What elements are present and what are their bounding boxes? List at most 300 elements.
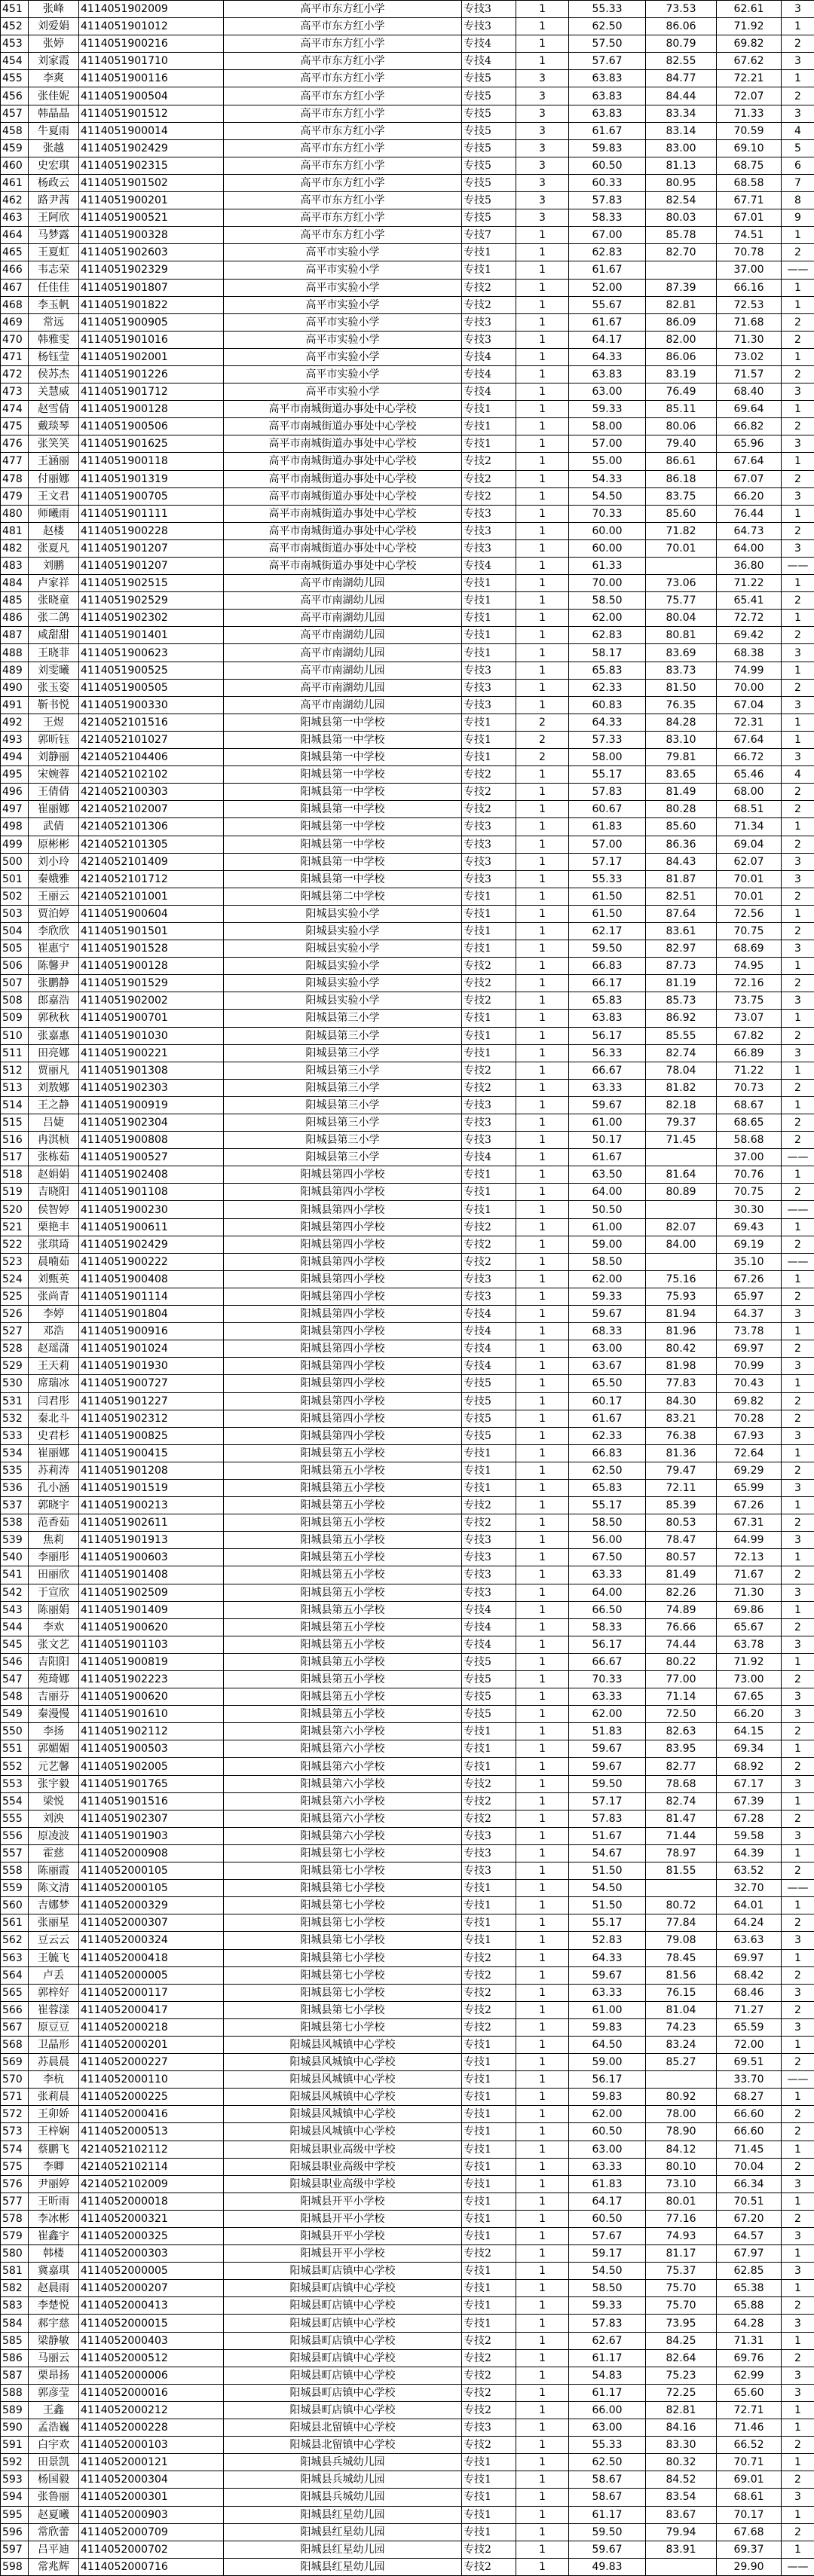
recruit-count: 1	[516, 1323, 569, 1340]
interview-score: 71.44	[646, 1827, 717, 1844]
candidate-name: 豆云云	[29, 1932, 79, 1949]
rank: 2	[782, 1184, 814, 1201]
exam-ticket-number: 4114051900504	[79, 87, 224, 105]
row-number: 465	[1, 244, 29, 261]
written-score: 61.67	[569, 122, 646, 139]
interview-score: 82.70	[646, 244, 717, 261]
rank: 2	[782, 836, 814, 853]
employer-unit: 阳城县第一中学校	[224, 731, 462, 748]
candidate-name: 李楚悦	[29, 2297, 79, 2315]
candidate-name: 张琪琦	[29, 1236, 79, 1253]
interview-score: 81.56	[646, 1966, 717, 1984]
recruit-count: 1	[516, 1932, 569, 1949]
row-number: 487	[1, 627, 29, 644]
total-score: 71.57	[717, 365, 782, 383]
written-score: 56.17	[569, 1027, 646, 1044]
exam-ticket-number: 4114051901804	[79, 1306, 224, 1323]
table-row	[1, 2523, 814, 2541]
total-score: 67.64	[717, 453, 782, 470]
table-row	[1, 70, 814, 87]
written-score: 55.33	[569, 2437, 646, 2454]
exam-ticket-number: 4114051901208	[79, 1462, 224, 1479]
exam-ticket-number: 4114051901226	[79, 365, 224, 383]
candidate-name: 赵夏曦	[29, 2506, 79, 2523]
total-score: 67.68	[717, 2523, 782, 2541]
exam-ticket-number: 4114051900330	[79, 696, 224, 714]
employer-unit: 阳城县第四小学校	[224, 1236, 462, 1253]
recruit-count: 1	[516, 1862, 569, 1880]
recruit-count: 1	[516, 2297, 569, 2315]
candidate-name: 田丽欣	[29, 1566, 79, 1584]
exam-ticket-number: 4114051900505	[79, 679, 224, 696]
candidate-name: 张莉晨	[29, 2089, 79, 2106]
post-code: 专技5	[462, 157, 516, 174]
row-number: 578	[1, 2210, 29, 2227]
exam-ticket-number: 4114051901625	[79, 435, 224, 453]
interview-score: 72.25	[646, 2384, 717, 2401]
exam-ticket-number: 4114052000303	[79, 2245, 224, 2263]
candidate-name: 任佳佳	[29, 279, 79, 296]
written-score: 59.00	[569, 2054, 646, 2071]
written-score: 60.83	[569, 696, 646, 714]
total-score: 69.04	[717, 836, 782, 853]
post-code: 专技2	[462, 958, 516, 975]
rank: 1	[782, 2506, 814, 2523]
written-score: 63.83	[569, 365, 646, 383]
exam-ticket-number: 4114052000307	[79, 1914, 224, 1932]
row-number: 488	[1, 644, 29, 662]
rank: 1	[782, 1549, 814, 1566]
candidate-name: 刘雯曦	[29, 662, 79, 679]
row-number: 581	[1, 2263, 29, 2280]
employer-unit: 高平市南湖幼儿园	[224, 696, 462, 714]
rank: 1	[782, 1062, 814, 1079]
recruit-count: 1	[516, 1149, 569, 1166]
recruit-count: 1	[516, 696, 569, 714]
recruit-count: 1	[516, 1201, 569, 1218]
rank: ——	[782, 558, 814, 575]
row-number: 505	[1, 940, 29, 958]
recruit-count: 1	[516, 261, 569, 279]
interview-score: 86.61	[646, 453, 717, 470]
written-score: 65.83	[569, 662, 646, 679]
total-score: 69.82	[717, 35, 782, 53]
post-code: 专技2	[462, 1079, 516, 1096]
row-number: 502	[1, 888, 29, 905]
written-score: 57.83	[569, 1810, 646, 1827]
row-number: 542	[1, 1584, 29, 1601]
employer-unit: 阳城县町店镇中心学校	[224, 2297, 462, 2315]
total-score: 30.30	[717, 1201, 782, 1218]
table-row	[1, 1497, 814, 1514]
table-row	[1, 2315, 814, 2332]
row-number: 565	[1, 1984, 29, 2001]
rank: 2	[782, 627, 814, 644]
rank: 2	[782, 1132, 814, 1149]
total-score: 62.85	[717, 2263, 782, 2280]
exam-ticket-number: 4114052000207	[79, 2280, 224, 2297]
interview-score	[646, 261, 717, 279]
employer-unit: 阳城县第三小学	[224, 1096, 462, 1114]
total-score: 67.01	[717, 209, 782, 227]
exam-ticket-number: 4114051902009	[79, 1, 224, 18]
total-score: 70.01	[717, 870, 782, 888]
post-code: 专技5	[462, 87, 516, 105]
rank: 3	[782, 1479, 814, 1496]
row-number: 532	[1, 1410, 29, 1427]
candidate-name: 王涵丽	[29, 453, 79, 470]
interview-score: 80.01	[646, 2193, 717, 2210]
employer-unit: 阳城县第五小学校	[224, 1479, 462, 1496]
row-number: 524	[1, 1270, 29, 1288]
recruit-count: 1	[516, 313, 569, 331]
post-code: 专技1	[462, 2280, 516, 2297]
table-row	[1, 1444, 814, 1462]
rank: 3	[782, 1584, 814, 1601]
rank: 3	[782, 383, 814, 401]
recruit-count: 1	[516, 453, 569, 470]
total-score: 66.20	[717, 1706, 782, 1723]
table-row	[1, 2245, 814, 2263]
total-score: 69.97	[717, 1340, 782, 1358]
exam-ticket-number: 4114051902408	[79, 1166, 224, 1184]
employer-unit: 高平市东方红小学	[224, 35, 462, 53]
written-score: 60.50	[569, 2123, 646, 2141]
recruit-count: 1	[516, 2123, 569, 2141]
employer-unit: 高平市东方红小学	[224, 87, 462, 105]
candidate-name: 梁静敏	[29, 2332, 79, 2349]
table-row	[1, 1862, 814, 1880]
table-row	[1, 1114, 814, 1132]
rank: 1	[782, 610, 814, 627]
employer-unit: 阳城县第四小学校	[224, 1375, 462, 1392]
row-number: 553	[1, 1775, 29, 1792]
exam-ticket-number: 4114051902303	[79, 1079, 224, 1096]
recruit-count: 3	[516, 209, 569, 227]
exam-ticket-number: 4114051900603	[79, 1549, 224, 1566]
employer-unit: 阳城县第七小学校	[224, 1966, 462, 1984]
candidate-name: 赵晨雨	[29, 2280, 79, 2297]
candidate-name: 王之静	[29, 1096, 79, 1114]
employer-unit: 阳城县第七小学校	[224, 1844, 462, 1862]
written-score: 59.67	[569, 1758, 646, 1775]
candidate-name: 王丽云	[29, 888, 79, 905]
table-row	[1, 1410, 814, 1427]
rank: 1	[782, 1444, 814, 1462]
total-score: 65.97	[717, 1288, 782, 1305]
employer-unit: 阳城县兵城幼儿园	[224, 2489, 462, 2506]
row-number: 520	[1, 1201, 29, 1218]
employer-unit: 阳城县第五小学校	[224, 1706, 462, 1723]
post-code: 专技2	[462, 1775, 516, 1792]
interview-score: 76.38	[646, 1427, 717, 1444]
table-row	[1, 365, 814, 383]
recruit-count: 1	[516, 2401, 569, 2419]
candidate-name: 李欢	[29, 1618, 79, 1636]
rank: 2	[782, 1862, 814, 1880]
post-code: 专技2	[462, 1497, 516, 1514]
post-code: 专技1	[462, 1444, 516, 1462]
employer-unit: 阳城县第四小学校	[224, 1392, 462, 1410]
post-code: 专技5	[462, 70, 516, 87]
post-code: 专技4	[462, 1306, 516, 1323]
employer-unit: 高平市南城街道办事处中心学校	[224, 418, 462, 435]
written-score: 67.00	[569, 227, 646, 244]
total-score: 66.60	[717, 2106, 782, 2123]
interview-score: 85.60	[646, 818, 717, 836]
post-code: 专技2	[462, 2384, 516, 2401]
table-row	[1, 2001, 814, 2018]
rank: 1	[782, 2419, 814, 2437]
exam-ticket-number: 4214052102102	[79, 766, 224, 784]
recruit-count: 1	[516, 1253, 569, 1270]
rank: 1	[782, 905, 814, 922]
exam-ticket-number: 4114051900604	[79, 905, 224, 922]
recruit-count: 1	[516, 2332, 569, 2349]
candidate-name: 王鑫	[29, 2401, 79, 2419]
table-row	[1, 2401, 814, 2419]
exam-ticket-number: 4114051901108	[79, 1184, 224, 1201]
row-number: 473	[1, 383, 29, 401]
employer-unit: 阳城县兵城幼儿园	[224, 2454, 462, 2471]
interview-score: 70.01	[646, 539, 717, 557]
interview-score: 82.74	[646, 1792, 717, 1810]
candidate-name: 梁悦	[29, 1792, 79, 1810]
written-score: 60.17	[569, 1392, 646, 1410]
exam-ticket-number: 4114052000105	[79, 1862, 224, 1880]
employer-unit: 高平市实验小学	[224, 331, 462, 348]
post-code: 专技1	[462, 2228, 516, 2245]
interview-score: 75.16	[646, 1270, 717, 1288]
total-score: 76.44	[717, 505, 782, 522]
interview-score	[646, 1880, 717, 1897]
recruit-count: 1	[516, 1706, 569, 1723]
written-score: 62.50	[569, 2454, 646, 2471]
written-score: 54.50	[569, 2263, 646, 2280]
written-score: 66.67	[569, 1653, 646, 1670]
employer-unit: 阳城县第六小学校	[224, 1810, 462, 1827]
exam-ticket-number: 4114051900221	[79, 1044, 224, 1062]
employer-unit: 高平市南城街道办事处中心学校	[224, 539, 462, 557]
recruit-count: 1	[516, 365, 569, 383]
candidate-name: 郎嘉浩	[29, 992, 79, 1010]
post-code: 专技3	[462, 662, 516, 679]
row-number: 547	[1, 1671, 29, 1688]
row-number: 457	[1, 105, 29, 122]
written-score: 59.00	[569, 1236, 646, 1253]
rank: 2	[782, 1410, 814, 1427]
post-code: 专技3	[462, 1132, 516, 1149]
recruit-count: 1	[516, 1096, 569, 1114]
written-score: 65.83	[569, 992, 646, 1010]
table-row	[1, 749, 814, 766]
row-number: 545	[1, 1636, 29, 1653]
total-score: 66.20	[717, 487, 782, 505]
candidate-name: 张尚青	[29, 1288, 79, 1305]
recruit-count: 1	[516, 905, 569, 922]
recruit-count: 1	[516, 2141, 569, 2158]
employer-unit: 阳城县第三小学	[224, 1062, 462, 1079]
row-number: 467	[1, 279, 29, 296]
row-number: 499	[1, 836, 29, 853]
employer-unit: 阳城县第三小学	[224, 1149, 462, 1166]
employer-unit: 阳城县第一中学校	[224, 784, 462, 801]
row-number: 531	[1, 1392, 29, 1410]
recruit-count: 3	[516, 157, 569, 174]
table-row	[1, 1288, 814, 1305]
rank: 2	[782, 313, 814, 331]
interview-score: 84.28	[646, 714, 717, 731]
interview-score: 78.45	[646, 1949, 717, 1966]
row-number: 592	[1, 2454, 29, 2471]
exam-ticket-number: 4114052000512	[79, 2349, 224, 2367]
row-number: 550	[1, 1723, 29, 1740]
exam-ticket-number: 4114051900705	[79, 487, 224, 505]
table-row	[1, 1984, 814, 2001]
employer-unit: 高平市南湖幼儿园	[224, 644, 462, 662]
recruit-count: 1	[516, 2158, 569, 2175]
table-row	[1, 1914, 814, 1932]
table-row	[1, 766, 814, 784]
post-code: 专技4	[462, 1323, 516, 1340]
table-row	[1, 192, 814, 209]
post-code: 专技3	[462, 18, 516, 35]
employer-unit: 阳城县第七小学校	[224, 1897, 462, 1914]
post-code: 专技1	[462, 2141, 516, 2158]
rank: 1	[782, 818, 814, 836]
candidate-name: 李爽	[29, 70, 79, 87]
employer-unit: 阳城县风城镇中心学校	[224, 2123, 462, 2141]
rank: 2	[782, 365, 814, 383]
interview-score: 79.37	[646, 1114, 717, 1132]
employer-unit: 高平市南城街道办事处中心学校	[224, 487, 462, 505]
employer-unit: 阳城县第四小学校	[224, 1201, 462, 1218]
written-score: 58.50	[569, 592, 646, 610]
post-code: 专技4	[462, 383, 516, 401]
row-number: 555	[1, 1810, 29, 1827]
table-row	[1, 244, 814, 261]
recruit-count: 1	[516, 1027, 569, 1044]
interview-score	[646, 2558, 717, 2575]
total-score: 71.30	[717, 331, 782, 348]
row-number: 558	[1, 1862, 29, 1880]
interview-score: 81.13	[646, 157, 717, 174]
table-row	[1, 2123, 814, 2141]
total-score: 64.15	[717, 1723, 782, 1740]
total-score: 70.04	[717, 2158, 782, 2175]
recruit-count: 2	[516, 731, 569, 748]
written-score: 61.67	[569, 1149, 646, 1166]
candidate-name: 孟浩巍	[29, 2419, 79, 2437]
rank: 1	[782, 296, 814, 313]
candidate-name: 苏晨晨	[29, 2054, 79, 2071]
candidate-name: 张宇毅	[29, 1775, 79, 1792]
recruit-count: 1	[516, 679, 569, 696]
written-score: 60.50	[569, 157, 646, 174]
employer-unit: 高平市南城街道办事处中心学校	[224, 435, 462, 453]
interview-score: 85.11	[646, 401, 717, 418]
written-score: 59.83	[569, 2089, 646, 2106]
row-number: 556	[1, 1827, 29, 1844]
row-number: 469	[1, 313, 29, 331]
table-row	[1, 2193, 814, 2210]
exam-ticket-number: 4114052000304	[79, 2471, 224, 2489]
employer-unit: 阳城县町店镇中心学校	[224, 2263, 462, 2280]
written-score: 60.00	[569, 539, 646, 557]
post-code: 专技4	[462, 1149, 516, 1166]
row-number: 489	[1, 662, 29, 679]
post-code: 专技2	[462, 1514, 516, 1532]
post-code: 专技5	[462, 105, 516, 122]
total-score: 71.22	[717, 1062, 782, 1079]
employer-unit: 阳城县町店镇中心学校	[224, 2349, 462, 2367]
written-score: 66.83	[569, 958, 646, 975]
total-score: 65.99	[717, 1479, 782, 1496]
total-score: 71.45	[717, 2141, 782, 2158]
rank: ——	[782, 1880, 814, 1897]
recruit-count: 1	[516, 1758, 569, 1775]
recruit-count: 1	[516, 1636, 569, 1653]
row-number: 471	[1, 348, 29, 365]
written-score: 56.00	[569, 1532, 646, 1549]
interview-score: 81.98	[646, 1358, 717, 1375]
post-code: 专技1	[462, 2175, 516, 2193]
rank: 3	[782, 2384, 814, 2401]
table-row	[1, 1184, 814, 1201]
post-code: 专技1	[462, 1740, 516, 1758]
written-score: 62.00	[569, 1270, 646, 1288]
table-row	[1, 1514, 814, 1532]
written-score: 57.33	[569, 731, 646, 748]
employer-unit: 阳城县第六小学校	[224, 1827, 462, 1844]
row-number: 522	[1, 1236, 29, 1253]
table-row	[1, 2175, 814, 2193]
candidate-name: 王阿欣	[29, 209, 79, 227]
written-score: 61.83	[569, 818, 646, 836]
candidate-name: 刘泱	[29, 1810, 79, 1827]
recruit-count: 1	[516, 975, 569, 992]
interview-score: 82.81	[646, 296, 717, 313]
table-row	[1, 2367, 814, 2384]
rank: 3	[782, 2018, 814, 2036]
total-score: 70.71	[717, 2454, 782, 2471]
total-score: 70.75	[717, 922, 782, 940]
post-code: 专技1	[462, 1723, 516, 1740]
candidate-name: 常远	[29, 313, 79, 331]
candidate-name: 白宇欢	[29, 2437, 79, 2454]
recruit-count: 1	[516, 1897, 569, 1914]
post-code: 专技1	[462, 731, 516, 748]
employer-unit: 高平市南湖幼儿园	[224, 627, 462, 644]
written-score: 54.50	[569, 487, 646, 505]
employer-unit: 阳城县第六小学校	[224, 1758, 462, 1775]
candidate-name: 宋婉蓉	[29, 766, 79, 784]
employer-unit: 阳城县第一中学校	[224, 853, 462, 870]
post-code: 专技1	[462, 905, 516, 922]
employer-unit: 高平市东方红小学	[224, 18, 462, 35]
rank: 2	[782, 2523, 814, 2541]
candidate-name: 元艺馨	[29, 1758, 79, 1775]
row-number: 537	[1, 1497, 29, 1514]
rank: 1	[782, 348, 814, 365]
candidate-name: 王煜	[29, 714, 79, 731]
written-score: 61.50	[569, 905, 646, 922]
total-score: 65.46	[717, 766, 782, 784]
candidate-name: 李杭	[29, 2071, 79, 2089]
row-number: 501	[1, 870, 29, 888]
rank: 2	[782, 1966, 814, 1984]
total-score: 68.61	[717, 2489, 782, 2506]
